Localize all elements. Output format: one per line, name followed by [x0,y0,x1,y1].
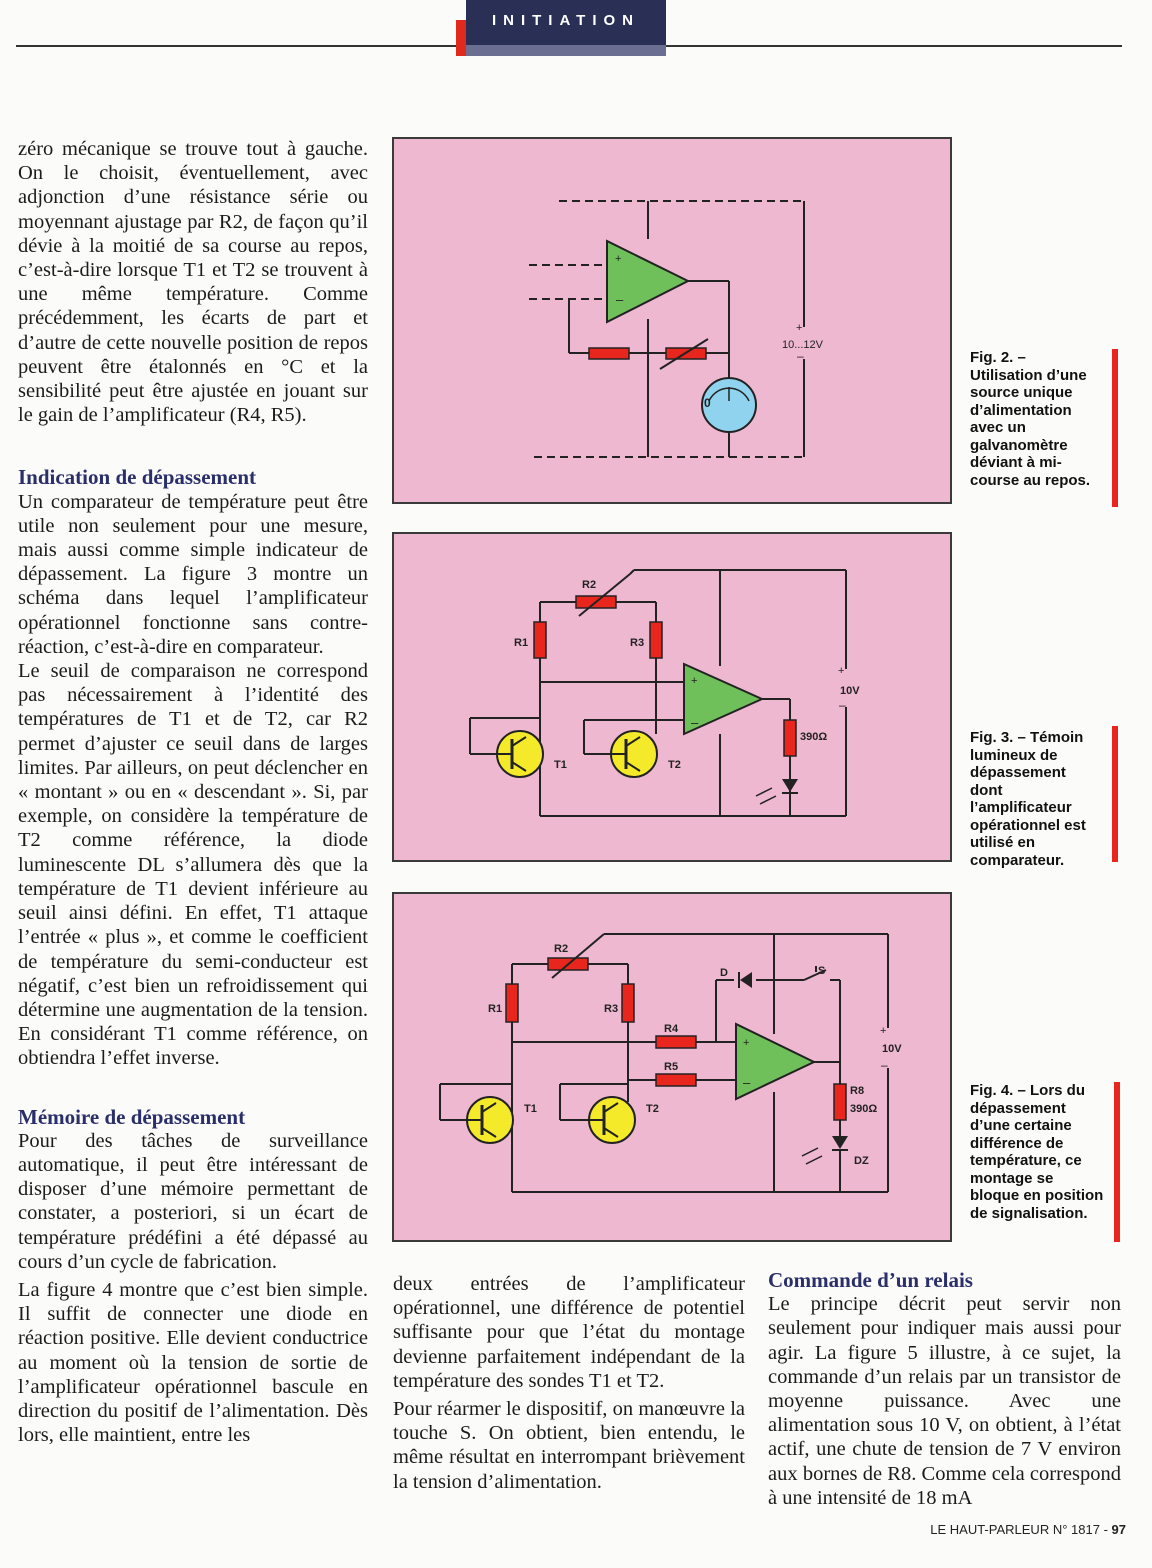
svg-text:+: + [743,1037,750,1049]
svg-text:+: + [615,253,622,265]
header-rule-right [666,45,1122,47]
fig3-label-t1: T1 [554,759,567,771]
svg-text:+: + [880,1025,887,1037]
section-title: INITIATION [491,12,641,29]
fig4-label-t1: T1 [524,1103,537,1115]
fig3-label-supply: 10V [840,685,860,697]
header-accent [456,20,466,56]
fig4-label-r3: R3 [604,1003,619,1015]
heading-relais: Commande d’un relais [768,1268,973,1292]
figure-4 [392,892,952,1242]
footer-issue: N° 1817 [1052,1522,1100,1537]
paragraph-indication-1: Un comparateur de température peut être utile non seulement pour une mesure, mais aussi comme simple indicateur de dépassement. La figure 3 montre un schéma dans lequel l’amplificateur opérationnel fonctionne sans contre-réaction, c’est-à-dire en comparateur. [18,490,368,658]
fig4-r4 [656,1036,696,1048]
svg-text:+: + [838,665,845,677]
paragraph-indication-2: Le seuil de comparaison ne correspond pas nécessairement à l’identité des températures de T1 et de T2, car R2 permet d’ajuster ce seuil dans de larges limites. Par ailleurs, on peut déclencher en « montant » ou en « descendant ». Si, par exemple, on considère la température de T2 comme référence, la diode luminescente DL s’allumera dès que la température de T1 devient inférieure au seuil ainsi défini. En effet, T1 attaque l’entrée « plus », et comme le coefficient de température du semi-conducteur est négatif, c’est bien un refroidissement qui détermine une augmentation de la tension. En considérant T1 comme référence, on obtiendra l’effet inverse. [18,660,368,1070]
svg-text:–: – [881,1058,888,1072]
left-column [18,137,368,1447]
intro-paragraph: zéro mécanique se trouve tout à gauche. On le choisit, éventuellement, avec adjonction d’une résistance série ou moyennant ajustage par R2, de façon qu’il dévie à la moitié de sa course au repos, c’est-à-dire lorsque T1 et T2 se trouvent à une même température. Comme précédemment, les écarts de part et d’autre de cette nouvelle position de repos peuvent être étalonnés en °C et la sensibilité peut être ajustée en jouant sur le gain de l’amplificateur (R4, R5). [18,138,368,427]
fig4-r8 [834,1084,846,1120]
fig4-label-s: S [818,965,826,977]
fig3-r3 [650,622,662,658]
heading-memoire: Mémoire de dépassement [18,1104,246,1129]
fig4-diode [740,972,752,988]
fig3-label-r1: R1 [514,637,529,649]
footer-page-number: 97 [1111,1522,1126,1537]
fig2-resistor-fixed [589,348,629,359]
fig3-label-t2: T2 [668,759,681,771]
header-rule-left [16,45,456,47]
fig3-label-r2: R2 [582,579,597,591]
figure-3-caption-bar [1112,726,1118,862]
svg-text:–: – [797,349,804,363]
fig4-r1 [506,984,518,1022]
fig3-r390 [784,720,796,756]
figure-4-caption: Fig. 4. – Lors du dépassement d’une certaine différence de température, ce montage se bloque en position de signalisation. [970,1082,1104,1222]
fig3-r1 [534,622,546,658]
figure-2-caption-bar [1112,349,1118,507]
fig4-label-res: 390Ω [850,1103,878,1115]
fig2-meter-zero: 0 [704,396,711,410]
heading-indication: Indication de dépassement [18,465,257,490]
fig4-label-r4: R4 [664,1023,679,1035]
fig2-supply-label: 10...12V [782,339,823,351]
svg-text:–: – [743,1075,751,1090]
figure-2-caption: Fig. 2. – Utilisation d’une source unique d’alimentation avec un galvanomètre déviant à mi-course au repos. [970,349,1091,489]
fig4-label-dz: DZ [854,1155,869,1167]
svg-text:–: – [839,698,846,712]
fig4-r3 [622,984,634,1022]
middle-column [393,1272,745,1494]
fig3-led [782,779,798,792]
figure-3-schematic [394,534,954,864]
figure-4-schematic [394,894,954,1244]
fig4-label-t2: T2 [646,1103,659,1115]
svg-text:–: – [691,715,699,730]
fig4-label-r2: R2 [554,943,569,955]
fig4-r5 [656,1074,696,1086]
footer-magazine: LE HAUT-PARLEUR [930,1522,1050,1537]
fig4-label-r1: R1 [488,1003,503,1015]
middle-paragraph-1: deux entrées de l’amplificateur opérationnel, une différence de potentiel suffisante pour que l’état du montage devienne parfaitement indépendant de la température des sondes T1 et T2. [393,1273,745,1392]
right-column [768,1268,1121,1510]
figure-2 [392,137,952,504]
svg-text:+: + [796,322,803,334]
middle-paragraph-2: Pour réarmer le dispositif, on manœuvre la touche S. On obtient, bien entendu, le même résultat en interrompant brièvement la tension d’alimentation. [393,1398,745,1493]
figure-2-schematic [394,139,954,506]
page-footer: LE HAUT-PARLEUR N° 1817 - 97 [930,1522,1126,1537]
figure-3 [392,532,952,862]
fig4-led [832,1136,848,1149]
fig4-label-d: D [720,967,728,979]
fig4-label-r8: R8 [850,1085,865,1097]
paragraph-memoire-1: Pour des tâches de surveillance automatique, il peut être intéressant de disposer d’une mémoire permettant de constater, a posteriori, si un écart de température prédéfini a été dépassé au cours d’un cycle de fabrication. [18,1129,368,1273]
header-underbar [466,45,666,56]
fig3-label-res: 390Ω [800,731,828,743]
fig3-label-r3: R3 [630,637,645,649]
paragraph-memoire-2: La figure 4 montre que c’est bien simple. Il suffit de connecter une diode en réaction positive. Elle devient conductrice au moment où la tension de sortie de l’amplificateur opérationnel bascule en direction du positif de l’alimentation. Dès lors, elle maintient, entre les [18,1278,368,1447]
fig4-label-r5: R5 [664,1061,679,1073]
svg-text:+: + [691,675,698,687]
figure-3-caption: Fig. 3. – Témoin lumineux de dépassement dont l’amplificateur opérationnel est utilisé en comparateur. [970,729,1086,869]
svg-text:–: – [616,292,624,307]
relais-paragraph: Le principe décrit peut servir non seulement pour indiquer mais aussi pour agir. La figure 5 illustre, à ce sujet, la commande d’un relais par un transistor de moyenne puissance. Avec une alimentation sous 10 V, on obtient, à l’état actif, une chute de tension de 7 V environ aux bornes de R8. Comme cela correspond à une intensité de 18 mA [768,1293,1121,1509]
figure-4-caption-bar [1114,1082,1120,1242]
fig4-label-supply: 10V [882,1043,902,1055]
